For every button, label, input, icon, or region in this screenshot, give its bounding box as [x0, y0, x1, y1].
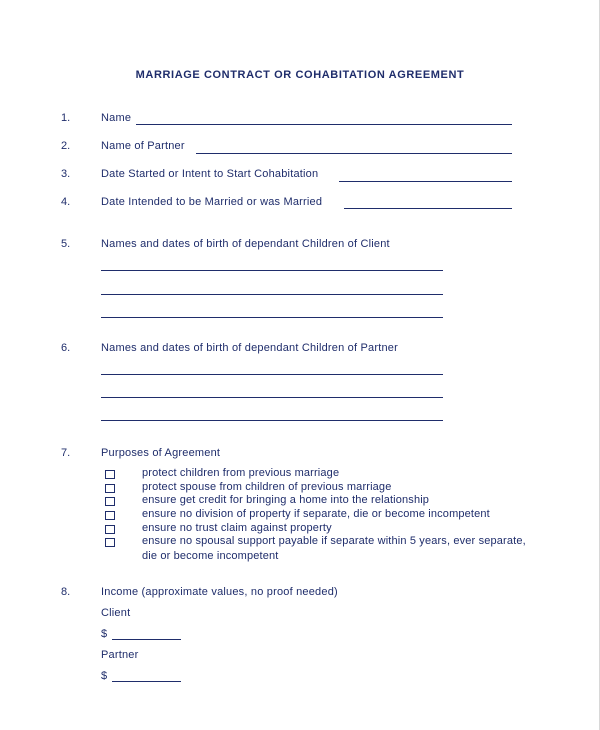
purposes-label: Purposes of Agreement	[101, 447, 221, 459]
partner-currency-symbol: $	[101, 670, 108, 682]
item-number-8: 8.	[61, 586, 71, 598]
name-label: Name	[101, 112, 132, 124]
partner-children-line-3[interactable]	[101, 420, 443, 421]
partner-children-label: Names and dates of birth of dependant Children of Partner	[101, 342, 398, 354]
item-number-2: 2.	[61, 140, 71, 152]
item-number-6: 6.	[61, 342, 71, 354]
item-number-1: 1.	[61, 112, 71, 124]
purpose-checkbox-6[interactable]	[105, 538, 115, 547]
partner-name-field[interactable]	[196, 153, 512, 154]
purpose-checkbox-5[interactable]	[105, 525, 115, 534]
cohabitation-date-field[interactable]	[339, 181, 512, 182]
purpose-option-6: ensure no spousal support payable if separate within 5 years, ever separate,	[142, 535, 526, 547]
purpose-checkbox-4[interactable]	[105, 511, 115, 520]
partner-children-line-2[interactable]	[101, 397, 443, 398]
income-label: Income (approximate values, no proof needed)	[101, 586, 338, 598]
partner-income-label: Partner	[101, 649, 139, 661]
partner-income-field[interactable]	[112, 681, 181, 682]
document-title: MARRIAGE CONTRACT OR COHABITATION AGREEMENT	[135, 69, 465, 81]
client-children-label: Names and dates of birth of dependant Children of Client	[101, 238, 390, 250]
purpose-option-1: protect children from previous marriage	[142, 467, 340, 479]
purpose-checkbox-1[interactable]	[105, 470, 115, 479]
name-field[interactable]	[136, 124, 512, 125]
purpose-checkbox-2[interactable]	[105, 484, 115, 493]
item-number-5: 5.	[61, 238, 71, 250]
client-children-line-3[interactable]	[101, 317, 443, 318]
partner-name-label: Name of Partner	[101, 140, 185, 152]
partner-children-line-1[interactable]	[101, 374, 443, 375]
client-children-line-2[interactable]	[101, 294, 443, 295]
cohabitation-date-label: Date Started or Intent to Start Cohabitation	[101, 168, 319, 180]
client-income-field[interactable]	[112, 639, 181, 640]
purpose-option-4: ensure no division of property if separate, die or become incompetent	[142, 508, 490, 520]
item-number-3: 3.	[61, 168, 71, 180]
client-currency-symbol: $	[101, 628, 108, 640]
item-number-4: 4.	[61, 196, 71, 208]
purpose-checkbox-3[interactable]	[105, 497, 115, 506]
marriage-date-field[interactable]	[344, 208, 512, 209]
purpose-option-3: ensure get credit for bringing a home into the relationship	[142, 494, 430, 506]
marriage-date-label: Date Intended to be Married or was Married	[101, 196, 323, 208]
client-income-label: Client	[101, 607, 131, 619]
purpose-option-6-continued: die or become incompetent	[142, 550, 279, 562]
client-children-line-1[interactable]	[101, 270, 443, 271]
item-number-7: 7.	[61, 447, 71, 459]
purpose-option-5: ensure no trust claim against property	[142, 522, 332, 534]
purpose-option-2: protect spouse from children of previous marriage	[142, 481, 392, 493]
